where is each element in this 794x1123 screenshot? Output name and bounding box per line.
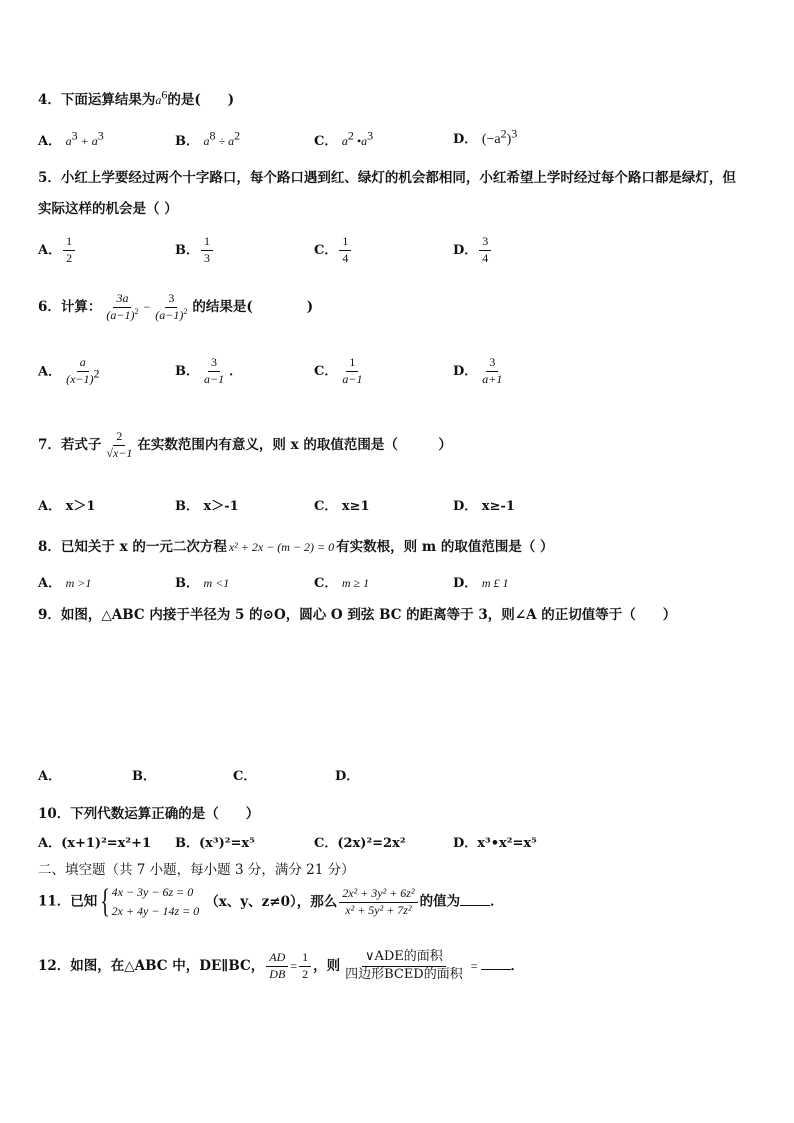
q7-option-d[interactable]: D． x≥-1	[453, 499, 515, 514]
q4-option-d[interactable]: D． $(-a^2)^3$	[453, 126, 518, 147]
q9-option-d[interactable]: D．	[335, 769, 360, 784]
q6-option-b[interactable]: B． $\frac{3}{a-1}$ ．	[175, 355, 243, 386]
q7-option-b[interactable]: B． x＞-1	[175, 499, 239, 514]
q5-option-a[interactable]: A． $\frac{1}{2}$	[38, 235, 77, 266]
answer-blank[interactable]	[481, 959, 511, 970]
q8-option-b[interactable]: B． m <1	[175, 576, 230, 591]
q9-option-c[interactable]: C．	[233, 769, 257, 784]
q11-stem: 11．已知 { 4x − 3y − 6z = 0 2x + 4y − 14z = 0 （x、y、z≠0），那么 $\frac{\text{2x² + 3y² + 6z²}}{\text{x² + 5y² + 7z²}}$ 的值为 ．	[38, 883, 504, 920]
q5-option-c[interactable]: C． $\frac{1}{4}$	[314, 235, 353, 266]
q6-option-d[interactable]: D． $\frac{3}{a+1}$	[453, 355, 503, 386]
q5-option-b[interactable]: B． $\frac{1}{3}$	[175, 235, 215, 266]
q12-stem: 12．如图，在△ABC 中，DE∥BC， $\frac{AD}{DB}$ = $\frac{1}{2}$ ，则 $\frac{\text{∨ADE的面积}}{\text{四边形BCED的面积}}$ = ．	[38, 949, 525, 982]
q9-option-a[interactable]: A．	[38, 769, 62, 784]
q9-option-b[interactable]: B．	[132, 769, 156, 784]
q10-stem: 10．下列代数运算正确的是（ ）	[38, 806, 260, 822]
equation-system: { 4x − 3y − 6z = 0 2x + 4y − 14z = 0	[100, 883, 200, 920]
q5-option-d[interactable]: D． $\frac{3}{4}$	[453, 235, 493, 266]
q6-option-c[interactable]: C． $\frac{1}{a-1}$	[314, 355, 363, 386]
q7-option-c[interactable]: C． x≥1	[314, 499, 370, 514]
q4-option-c[interactable]: C． $a^2$ $•a^3$	[314, 128, 374, 149]
q4-option-a[interactable]: A． $a^3 + a^3$	[38, 128, 104, 149]
q7-stem: 7．若式子 $\frac{2}{√x-1}$ 在实数范围内有意义，则 x 的取值范围是（ ）	[38, 429, 452, 460]
q4-stem: 4．下面运算结果为$a^6$的是( )	[38, 87, 235, 108]
q9-stem: 9．如图，△ABC 内接于半径为 5 的⊙O，圆心 O 到弦 BC 的距离等于 3，则∠A 的正切值等于（ ）	[38, 607, 677, 623]
q8-option-c[interactable]: C． m ≥ 1	[314, 576, 370, 591]
q10-option-d[interactable]: D．x³•x²=x⁵	[453, 836, 537, 851]
q10-option-c[interactable]: C．(2x)²=2x²	[314, 836, 406, 851]
q6-option-a[interactable]: A． $\frac{a}{(x-1)^2}$	[38, 355, 100, 386]
q8-stem: 8．已知关于 x 的一元二次方程 x² + 2x − (m − 2) = 0 有实数根，则 m 的取值范围是（ ）	[38, 539, 554, 555]
q4-option-b[interactable]: B． $a^8 \div a^2$	[175, 128, 241, 149]
section-title: 二、填空题（共 7 小题，每小题 3 分，满分 21 分）	[38, 862, 355, 878]
q10-option-b[interactable]: B．(x³)²=x⁵	[175, 836, 255, 851]
q5-line2: 实际这样的机会是（ ）	[38, 201, 178, 217]
q10-option-a[interactable]: A．(x+1)²=x²+1	[38, 836, 152, 851]
q8-option-d[interactable]: D． m £ 1	[453, 576, 509, 591]
answer-blank[interactable]	[460, 895, 490, 906]
q8-option-a[interactable]: A． m >1	[38, 576, 92, 591]
q7-option-a[interactable]: A． x＞1	[38, 499, 96, 514]
q5-line1: 5．小红上学要经过两个十字路口，每个路口遇到红、绿灯的机会都相同，小红希望上学时经过每个路口都是绿灯，但	[38, 170, 736, 186]
q6-stem: 6．计算： $\frac{3a}{(a-1)^2}$ − $\frac{3}{(a-1)^2}$ 的结果是( )	[38, 291, 314, 322]
